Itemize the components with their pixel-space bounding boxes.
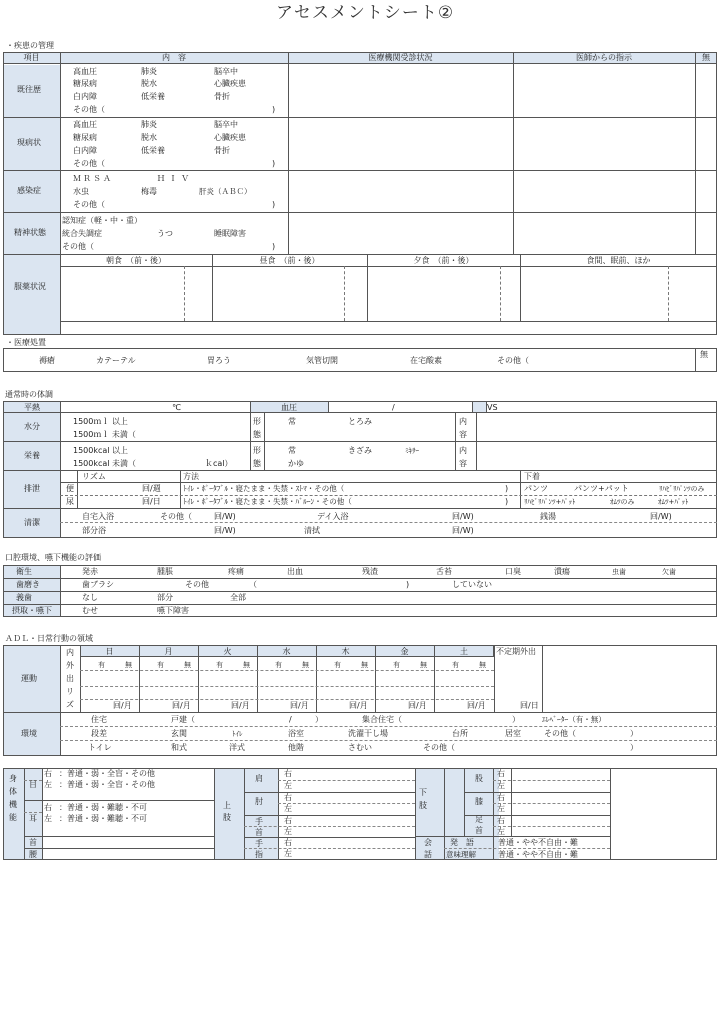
under-pants-pad: パンツ+パット	[574, 484, 629, 493]
current-other: その他（	[73, 159, 105, 168]
wrist-right: 右	[284, 816, 292, 825]
infection-syphilis: 梅毒	[141, 187, 157, 196]
env-apartment-close: ）	[512, 715, 520, 724]
current-close: )	[272, 159, 276, 168]
env-other-floor: 他階	[288, 743, 304, 752]
env-other-close: ）	[630, 729, 638, 738]
yes-wed: 有	[275, 661, 282, 669]
env-other: その他（	[544, 729, 576, 738]
meds-label: 服薬状況	[14, 282, 46, 291]
env-cold: さむい	[348, 743, 372, 752]
oral-denture-none: なし	[82, 593, 98, 602]
infection-hepatitis: 肝炎（ＡＢＣ）	[199, 187, 252, 196]
nutrition-form-1: 形	[253, 446, 261, 455]
env-housing: 住宅	[91, 715, 107, 724]
current-malnutrition: 低栄養	[141, 146, 165, 155]
urine-label: 尿	[66, 497, 74, 506]
env-toilet: ﾄｲﾚ	[232, 730, 243, 738]
history-close: )	[272, 105, 276, 114]
header-item: 項目	[23, 53, 40, 62]
yes-thu: 有	[334, 661, 341, 669]
env-house-close: ）	[315, 715, 323, 724]
no-tue: 無	[243, 661, 250, 669]
yes-sun: 有	[98, 661, 105, 669]
bath-home-per: 回/W)	[214, 512, 236, 521]
header-doctor: 医師からの指示	[576, 53, 632, 62]
nutrition-content-2: 容	[459, 459, 467, 468]
current-cataract: 白内障	[73, 146, 97, 155]
ear-label: 耳	[29, 814, 37, 823]
pronunciation-scale: 普通・やや不自由・難	[498, 838, 578, 847]
ear-right-scale: ：普通・弱・難聴・不可	[59, 803, 147, 812]
water-thick: とろみ	[348, 417, 372, 426]
clean-label: 清潔	[24, 518, 40, 527]
under-diaper-pad: ｵﾑﾂ+ﾊﾟｯﾄ	[658, 498, 689, 506]
water-label: 水分	[24, 422, 40, 431]
header-content: 内 容	[162, 53, 186, 62]
history-pneumonia: 肺炎	[141, 67, 157, 76]
disease-table	[3, 52, 717, 335]
oral-choke: むせ	[82, 606, 98, 615]
shoulder-left: 左	[284, 781, 292, 790]
ankle-label-1: 足	[475, 815, 483, 824]
yes-sat: 有	[452, 661, 459, 669]
mental-dementia: 認知症（軽・中・重）	[62, 216, 142, 225]
mental-label: 精神状態	[14, 228, 46, 237]
wrist-left: 左	[284, 827, 292, 836]
upper-label-1: 上	[223, 801, 231, 810]
adl-sub-ri: リ	[66, 687, 74, 696]
oral-brush-label: 歯磨き	[16, 580, 40, 589]
section-normal-title: 通常時の体調	[5, 390, 53, 399]
oral-breath: 口臭	[505, 567, 521, 576]
eye-label: 目	[29, 780, 37, 789]
bath-wipe: 清拭	[304, 526, 320, 535]
neck-label: 首	[29, 838, 37, 847]
under-rehab-pad: ﾘﾊﾋﾞﾘﾊﾟﾝﾂ+ﾊﾟｯﾄ	[524, 498, 576, 506]
history-fracture: 骨折	[214, 92, 230, 101]
nutrition-normal: 常	[288, 446, 296, 455]
pronunciation-label: 発 語	[450, 838, 474, 847]
env-label: 環境	[21, 729, 37, 738]
rhythm-label: リズム	[82, 472, 106, 481]
stool-per-week: 回/週	[142, 484, 161, 493]
nutrition-over: 1500kcal 以上	[73, 446, 129, 455]
upper-label-2: 肢	[223, 813, 231, 822]
oral-dysphagia: 嚥下障害	[157, 606, 189, 615]
oral-pain: 疼痛	[228, 567, 244, 576]
oral-missing-teeth: 欠歯	[662, 568, 676, 576]
oral-residue: 残渣	[362, 567, 378, 576]
current-stroke: 脳卒中	[214, 120, 238, 129]
oral-denture-full: 全部	[230, 593, 246, 602]
speech-label-2: 話	[424, 850, 432, 859]
bath-day-per: 回/W)	[452, 512, 474, 521]
section-adl-title: ＡＤＬ・日常行動の領域	[5, 634, 93, 643]
oral-toothbrush: 歯ブラシ	[82, 580, 114, 589]
day-tue: 火	[223, 647, 232, 656]
hip-right: 右	[497, 769, 505, 778]
mental-schizophrenia: 統合失調症	[62, 229, 102, 238]
oral-denture-partial: 部分	[157, 593, 173, 602]
permonth-thu: 回/月	[349, 701, 368, 710]
eye-right-scale: ：普通・弱・全盲・その他	[59, 769, 155, 778]
mental-close: )	[272, 242, 276, 251]
history-hypertension: 高血圧	[73, 67, 97, 76]
mental-other: その他（	[62, 242, 94, 251]
oral-denture-label: 義歯	[16, 593, 32, 602]
medical-gastrostomy: 胃ろう	[207, 356, 231, 365]
adl-irregular: 不定期外出	[496, 647, 536, 656]
infection-mrsa: ＭＲＳＡ	[73, 174, 113, 183]
nutrition-chopped: きざみ	[348, 446, 372, 455]
history-other: その他（	[73, 105, 105, 114]
adl-motion-label: 運動	[21, 674, 37, 683]
medical-catheter: カテーテル	[96, 356, 136, 365]
oral-swallow-label: 摂取・嚥下	[12, 606, 52, 615]
comprehension-scale: 普通・やや不自由・難	[498, 850, 578, 859]
bp-label: 血圧	[281, 403, 297, 412]
no-mon: 無	[184, 661, 191, 669]
oral-tongue-coating: 舌苔	[436, 567, 452, 576]
day-sat: 土	[460, 647, 468, 656]
bath-home-open: その他（	[160, 512, 192, 521]
current-heart: 心臓疾患	[214, 133, 246, 142]
env-other-3: その他（	[423, 743, 455, 752]
body-label-2: 体	[9, 787, 17, 796]
urine-methods: ﾄｲﾚ・ﾎﾟｰﾀﾌﾞﾙ・寝たまま・失禁・ﾊﾞﾙｰﾝ・その他（	[183, 497, 352, 506]
medical-other: その他（	[497, 356, 529, 365]
env-house-sep: /	[289, 715, 292, 724]
excretion-label: 排泄	[24, 484, 40, 493]
history-label: 既往歴	[17, 85, 41, 94]
env-japanese: 和式	[171, 743, 187, 752]
current-label: 現病状	[17, 138, 41, 147]
lower-label-1: 下	[419, 788, 427, 797]
bath-partial: 部分浴	[82, 526, 106, 535]
body-label-4: 能	[9, 813, 17, 822]
ankle-right: 右	[497, 816, 505, 825]
elbow-left: 左	[284, 804, 292, 813]
permonth-tue: 回/月	[231, 701, 250, 710]
finger-right: 右	[284, 838, 292, 847]
meds-lunch: 昼食 （前・後）	[259, 256, 320, 265]
infection-hiv: ＨＩＶ	[157, 174, 193, 183]
bath-wipe-per: 回/W)	[452, 526, 474, 535]
no-wed: 無	[302, 661, 309, 669]
day-mon: 月	[164, 647, 173, 656]
water-form-2: 態	[253, 430, 261, 439]
permonth-fri: 回/月	[408, 701, 427, 710]
speech-label-1: 会	[424, 838, 432, 847]
no-sun: 無	[125, 661, 132, 669]
section-oral-title: 口腔環境、嚥下機能の評価	[5, 553, 101, 562]
disease-label-column	[4, 65, 60, 334]
nutrition-form-2: 態	[253, 459, 261, 468]
history-malnutrition: 低栄養	[141, 92, 165, 101]
permonth-wed: 回/月	[290, 701, 309, 710]
heat-label: 平熱	[24, 403, 40, 412]
env-bathroom: 浴室	[288, 729, 304, 738]
bath-home: 自宅入浴	[82, 512, 114, 521]
yes-tue: 有	[216, 661, 223, 669]
infection-close: )	[272, 200, 276, 209]
env-house: 戸建（	[171, 715, 195, 724]
perday-irregular: 回/日	[520, 701, 539, 710]
env-other-3-close: ）	[630, 743, 638, 752]
oral-redness: 発赤	[82, 567, 98, 576]
heat-unit: ℃	[172, 403, 181, 412]
adl-sub-out: 外	[66, 661, 74, 670]
day-thu: 木	[341, 647, 350, 656]
water-under: 1500ｍｌ 未満（	[73, 430, 136, 439]
page-title: アセスメントシート②	[276, 3, 455, 23]
medical-none: 無	[700, 350, 708, 359]
finger-label-2: 指	[255, 850, 263, 859]
hip-left: 左	[497, 781, 505, 790]
nutrition-porridge: かゆ	[288, 459, 304, 468]
current-fracture: 骨折	[214, 146, 230, 155]
no-fri: 無	[420, 661, 427, 669]
env-living: 居室	[505, 729, 521, 738]
bath-public: 銭湯	[540, 512, 556, 521]
adl-sub-zu: ズ	[66, 700, 74, 709]
history-cataract: 白内障	[73, 92, 97, 101]
eye-right: 右	[44, 769, 52, 778]
permonth-sun: 回/月	[113, 701, 132, 710]
nutrition-under: 1500kcal 未満（	[73, 459, 137, 468]
pulse-label: VS	[487, 403, 498, 412]
eye-left: 左	[44, 780, 52, 789]
nutrition-mixer: ﾐｷｻｰ	[405, 447, 419, 455]
current-diabetes: 糖尿病	[73, 133, 97, 142]
ankle-left: 左	[497, 827, 505, 836]
knee-right: 右	[497, 793, 505, 802]
stool-close: )	[505, 484, 509, 493]
history-dehydration: 脱水	[141, 79, 157, 88]
finger-left: 左	[284, 849, 292, 858]
oral-brush-close: )	[406, 580, 410, 589]
elbow-label: 肘	[255, 797, 263, 806]
env-elevator: ｴﾚﾍﾞｰﾀｰ（有・無）	[542, 715, 606, 724]
bath-day: デイ入浴	[317, 512, 349, 521]
current-hypertension: 高血圧	[73, 120, 97, 129]
under-pants: パンツ	[524, 484, 548, 493]
env-apartment: 集合住宅（	[362, 715, 402, 724]
yes-fri: 有	[393, 661, 400, 669]
water-form-1: 形	[253, 417, 261, 426]
elbow-right: 右	[284, 793, 292, 802]
adl-sub-go: 出	[66, 674, 74, 683]
meds-breakfast: 朝食 （前・後）	[106, 256, 166, 265]
body-label-3: 機	[9, 800, 17, 809]
ear-right: 右	[44, 803, 52, 812]
water-normal: 常	[288, 417, 296, 426]
shoulder-right: 右	[284, 769, 292, 778]
medical-tracheostomy: 気管切開	[306, 356, 338, 365]
knee-left: 左	[497, 804, 505, 813]
current-pneumonia: 肺炎	[141, 120, 157, 129]
underwear-label: 下着	[524, 472, 540, 481]
knee-label: 膝	[475, 797, 483, 806]
body-label-1: 身	[9, 774, 17, 783]
medical-bedsore: 褥瘡	[39, 356, 55, 365]
lower-label-2: 肢	[419, 801, 427, 810]
bath-partial-per: 回/W)	[214, 526, 236, 535]
history-stroke: 脳卒中	[214, 67, 238, 76]
infection-label: 感染症	[17, 186, 41, 195]
wrist-label-1: 手	[255, 817, 263, 826]
history-heart: 心臓疾患	[214, 79, 246, 88]
day-sun: 日	[105, 647, 114, 656]
eye-left-scale: ：普通・弱・全盲・その他	[59, 780, 155, 789]
day-wed: 水	[282, 647, 291, 656]
meds-dinner: 夕食 （前・後）	[413, 256, 474, 265]
under-rehab-only: ﾘﾊﾋﾞﾘﾊﾟﾝﾂのみ	[659, 485, 705, 493]
permonth-sat: 回/月	[467, 701, 486, 710]
meds-other-time: 食間、眠前、ほか	[586, 256, 651, 265]
nutrition-label: 栄養	[24, 451, 40, 460]
under-diaper-only: ｵﾑﾂのみ	[610, 498, 635, 506]
env-entrance: 玄関	[171, 729, 187, 738]
adl-sub-in: 内	[66, 648, 74, 657]
oral-cavity: 虫歯	[612, 568, 626, 576]
infection-athlete: 水虫	[73, 187, 89, 196]
mental-depression: うつ	[157, 229, 173, 238]
stool-methods: ﾄｲﾚ・ﾎﾟｰﾀﾌﾞﾙ・寝たまま・失禁・ｽﾄﾏ・その他（	[183, 484, 345, 493]
ankle-label-2: 首	[475, 826, 483, 835]
ear-left: 左	[44, 814, 52, 823]
day-fri: 金	[400, 647, 409, 656]
permonth-mon: 回/月	[172, 701, 191, 710]
waist-label: 腰	[29, 850, 37, 859]
env-kitchen: 台所	[452, 729, 468, 738]
header-hospital: 医療機関受診状況	[368, 53, 433, 62]
yes-mon: 有	[157, 661, 164, 669]
water-content-2: 容	[459, 430, 467, 439]
current-dehydration: 脱水	[141, 133, 157, 142]
stool-label: 便	[66, 484, 74, 493]
bath-public-per: 回/W)	[650, 512, 672, 521]
oral-brush-other: その他	[185, 580, 209, 589]
nutrition-unit: ｋcal）	[205, 459, 233, 468]
water-content-1: 内	[459, 417, 467, 426]
comprehension-label: 意味理解	[446, 850, 476, 859]
wrist-label-2: 首	[255, 828, 263, 837]
oral-not-brushing: していない	[452, 580, 492, 589]
oral-ulcer: 潰瘍	[554, 567, 570, 576]
medical-oxygen: 在宅酸素	[410, 356, 442, 365]
bp-separator: /	[392, 403, 395, 412]
env-western: 洋式	[229, 743, 245, 752]
history-diabetes: 糖尿病	[73, 79, 97, 88]
nutrition-content-1: 内	[459, 446, 467, 455]
pulse-cell	[472, 402, 486, 412]
mental-sleep: 睡眠障害	[214, 229, 246, 238]
env-step: 段差	[91, 729, 107, 738]
section-disease-title: ・疾患の管理	[6, 41, 54, 50]
no-thu: 無	[361, 661, 368, 669]
water-over: 1500ｍｌ 以上	[73, 417, 128, 426]
no-sat: 無	[479, 661, 486, 669]
hip-label: 股	[475, 774, 483, 783]
infection-other: その他（	[73, 200, 105, 209]
shoulder-label: 肩	[255, 774, 263, 783]
section-medical-title: ・医療処置	[6, 338, 46, 347]
urine-per-day: 回/日	[142, 497, 161, 506]
oral-hygiene-label: 衛生	[16, 567, 32, 576]
finger-label-1: 手	[255, 839, 263, 848]
urine-close: )	[505, 497, 509, 506]
oral-bleeding: 出血	[287, 567, 303, 576]
env-laundry: 洗濯干し場	[348, 729, 388, 738]
method-label: 方法	[183, 472, 199, 481]
header-none: 無	[702, 53, 710, 62]
env-toilet-type: トイレ	[88, 743, 112, 752]
ear-left-scale: ：普通・弱・難聴・不可	[59, 814, 147, 823]
oral-swelling: 腫脹	[157, 567, 173, 576]
